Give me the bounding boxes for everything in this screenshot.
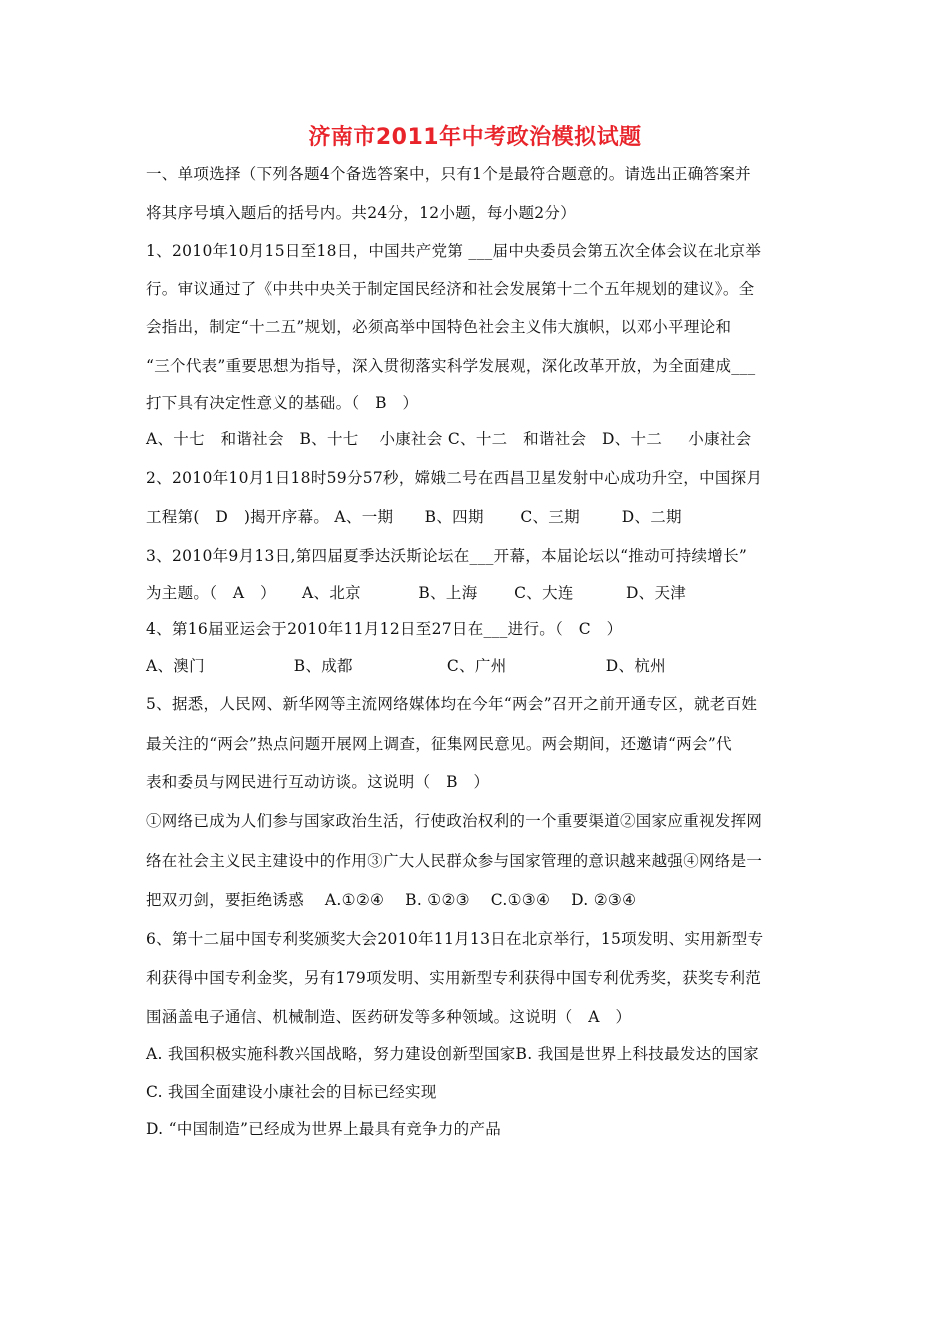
text-line: 一、单项选择（下列各题4个备选答案中，只有1个是最符合题意的。请选出正确答案并 [146,165,751,183]
text-line: C. 我国全面建设小康社会的目标已经实现 [146,1083,437,1101]
text-line: A. 我国积极实施科教兴国战略，努力建设创新型国家B. 我国是世界上科技最发达的国家 [146,1045,759,1063]
text-line: D. “中国制造”已经成为世界上最具有竞争力的产品 [146,1120,502,1138]
text-line: 表和委员与网民进行互动访谈。这说明（ B ） [146,773,490,791]
text-line: 2、2010年10月1日18时59分57秒，嫦娥二号在西昌卫星发射中心成功升空，中国探月 [146,469,763,487]
text-line: 最关注的“两会”热点问题开展网上调查，征集网民意见。两会期间，还邀请“两会”代 [146,735,732,753]
text-line: 把双刃剑，要拒绝诱惑 A.①②④ B. ①②③ C.①③④ D. ②③④ [146,891,637,909]
text-line: 工程第( D )揭开序幕。 A、一期 B、四期 C、三期 D、二期 [146,508,682,526]
text-line: A、十七 和谐社会 B、十七 小康社会 C、十二 和谐社会 D、十二 小康社会 [146,430,752,448]
text-line: 1、2010年10月15日至18日，中国共产党第 ___届中央委员会第五次全体会议在北京举 [146,242,762,260]
text-line: 围涵盖电子通信、机械制造、医药研发等多种领域。这说明（ A ） [146,1008,632,1026]
text-line: 络在社会主义民主建设中的作用③广大人民群众参与国家管理的意识越来越强④网络是一 [146,852,763,870]
text-line: 行。审议通过了《中共中央关于制定国民经济和社会发展第十二个五年规划的建议》。全 [146,280,755,298]
text-line: “三个代表”重要思想为指导，深入贯彻落实科学发展观，深化改革开放，为全面建成___ [146,357,756,375]
text-line: 将其序号填入题后的括号内。共24分，12小题，每小题2分） [146,204,577,222]
text-line: 打下具有决定性意义的基础。（ B ） [146,394,419,412]
text-line: 3、2010年9月13日,第四届夏季达沃斯论坛在___开幕，本届论坛以“推动可持续增长” [146,547,748,565]
text-line: ①网络已成为人们参与国家政治生活，行使政治权利的一个重要渠道②国家应重视发挥网 [146,812,763,830]
page-title: 济南市2011年中考政治模拟试题 [308,125,642,150]
text-line: A、澳门 B、成都 C、广州 D、杭州 [146,657,666,675]
text-line: 4、第16届亚运会于2010年11月12日至27日在___进行。（ C ） [146,620,623,638]
text-line: 利获得中国专利金奖，另有179项发明、实用新型专利获得中国专利优秀奖，获奖专利范 [146,969,762,987]
text-line: 会指出，制定“十二五”规划，必须高举中国特色社会主义伟大旗帜，以邓小平理论和 [146,318,732,336]
text-line: 为主题。（ A ） A、北京 B、上海 C、大连 D、天津 [146,584,687,602]
text-line: 6、第十二届中国专利奖颁奖大会2010年11月13日在北京举行，15项发明、实用新型专 [146,930,764,948]
text-line: 5、据悉，人民网、新华网等主流网络媒体均在今年“两会”召开之前开通专区，就老百姓 [146,695,758,713]
